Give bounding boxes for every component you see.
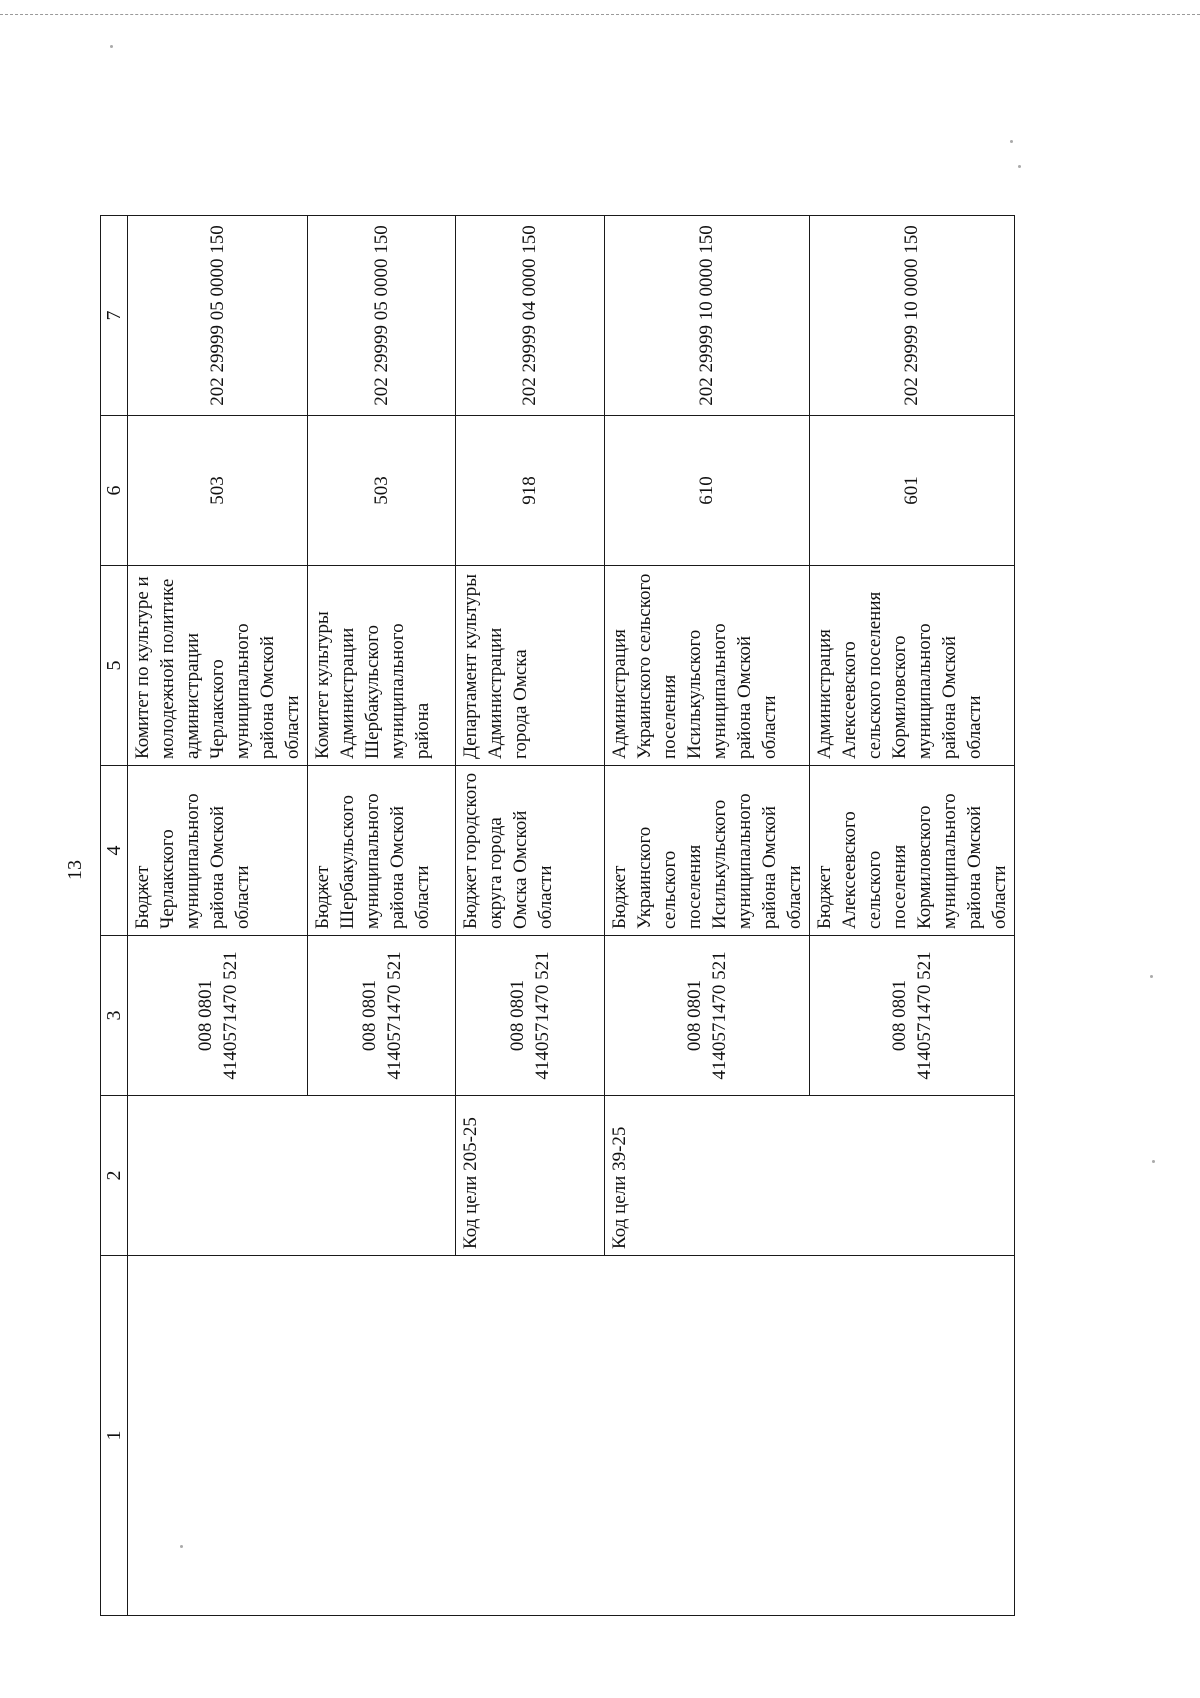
cell-col5: Администрация Алексеевского сельского поселения Кормиловского муниципального района Омской области	[809, 566, 1014, 766]
cell-col4: Бюджет Шербакульского муниципального района Омской области	[308, 766, 456, 936]
scan-speck	[1010, 140, 1013, 143]
cell-col3: 008 0801 4140571470 521	[456, 936, 604, 1096]
cell-col6: 918	[456, 416, 604, 566]
rotated-table-frame	[100, 216, 1015, 1616]
cell-col1	[128, 1256, 1015, 1616]
cell-col3: 008 0801 4140571470 521	[128, 936, 308, 1096]
cell-col6: 610	[604, 416, 809, 566]
cell-col5: Администрация Украинского сельского поселения Исилькульского муниципального района Омской области	[604, 566, 809, 766]
scan-speck	[1152, 1160, 1155, 1163]
cell-col3: 008 0801 4140571470 521	[809, 936, 1014, 1096]
cell-col7: 202 29999 10 0000 150	[604, 216, 809, 416]
cell-col5: Комитет культуры Администрации Шербакульского муниципального района	[308, 566, 456, 766]
cell-col7: 202 29999 04 0000 150	[456, 216, 604, 416]
cell-col3: 008 0801 4140571470 521	[604, 936, 809, 1096]
scan-speck	[1150, 975, 1153, 978]
table-row	[128, 216, 308, 1616]
cell-col7: 202 29999 10 0000 150	[809, 216, 1014, 416]
page-number: 13	[64, 860, 86, 880]
cell-col4: Бюджет Черлакского муниципального района Омской области	[128, 766, 308, 936]
cell-col6: 601	[809, 416, 1014, 566]
budget-table	[100, 215, 1015, 1616]
cell-col2: Код цели 205-25	[456, 1096, 604, 1256]
cell-col4: Бюджет городского округа города Омска Омской области	[456, 766, 604, 936]
scan-speck	[1018, 165, 1021, 168]
cell-col5: Департамент культуры Администрации города Омска	[456, 566, 604, 766]
scan-speck	[110, 45, 113, 48]
cell-col7: 202 29999 05 0000 150	[128, 216, 308, 416]
cell-col6: 503	[308, 416, 456, 566]
column-number: 4	[101, 766, 128, 936]
column-number-row	[101, 216, 128, 1616]
column-number: 7	[101, 216, 128, 416]
column-number: 2	[101, 1096, 128, 1256]
column-number: 1	[101, 1256, 128, 1616]
cell-col2	[128, 1096, 456, 1256]
cell-col7: 202 29999 05 0000 150	[308, 216, 456, 416]
cell-col4: Бюджет Украинского сельского поселения Исилькульского муниципального района Омской области	[604, 766, 809, 936]
cell-col6: 503	[128, 416, 308, 566]
scan-edge-line	[0, 14, 1200, 15]
scan-speck	[180, 1545, 183, 1548]
table-container	[100, 216, 1015, 1616]
column-number: 5	[101, 566, 128, 766]
cell-col3: 008 0801 4140571470 521	[308, 936, 456, 1096]
column-number: 3	[101, 936, 128, 1096]
column-number: 6	[101, 416, 128, 566]
cell-col5: Комитет по культуре и молодежной политике администрации Черлакского муниципального района Омской области	[128, 566, 308, 766]
cell-col2: Код цели 39-25	[604, 1096, 1014, 1256]
cell-col4: Бюджет Алексеевского сельского поселения Кормиловского муниципального района Омской области	[809, 766, 1014, 936]
